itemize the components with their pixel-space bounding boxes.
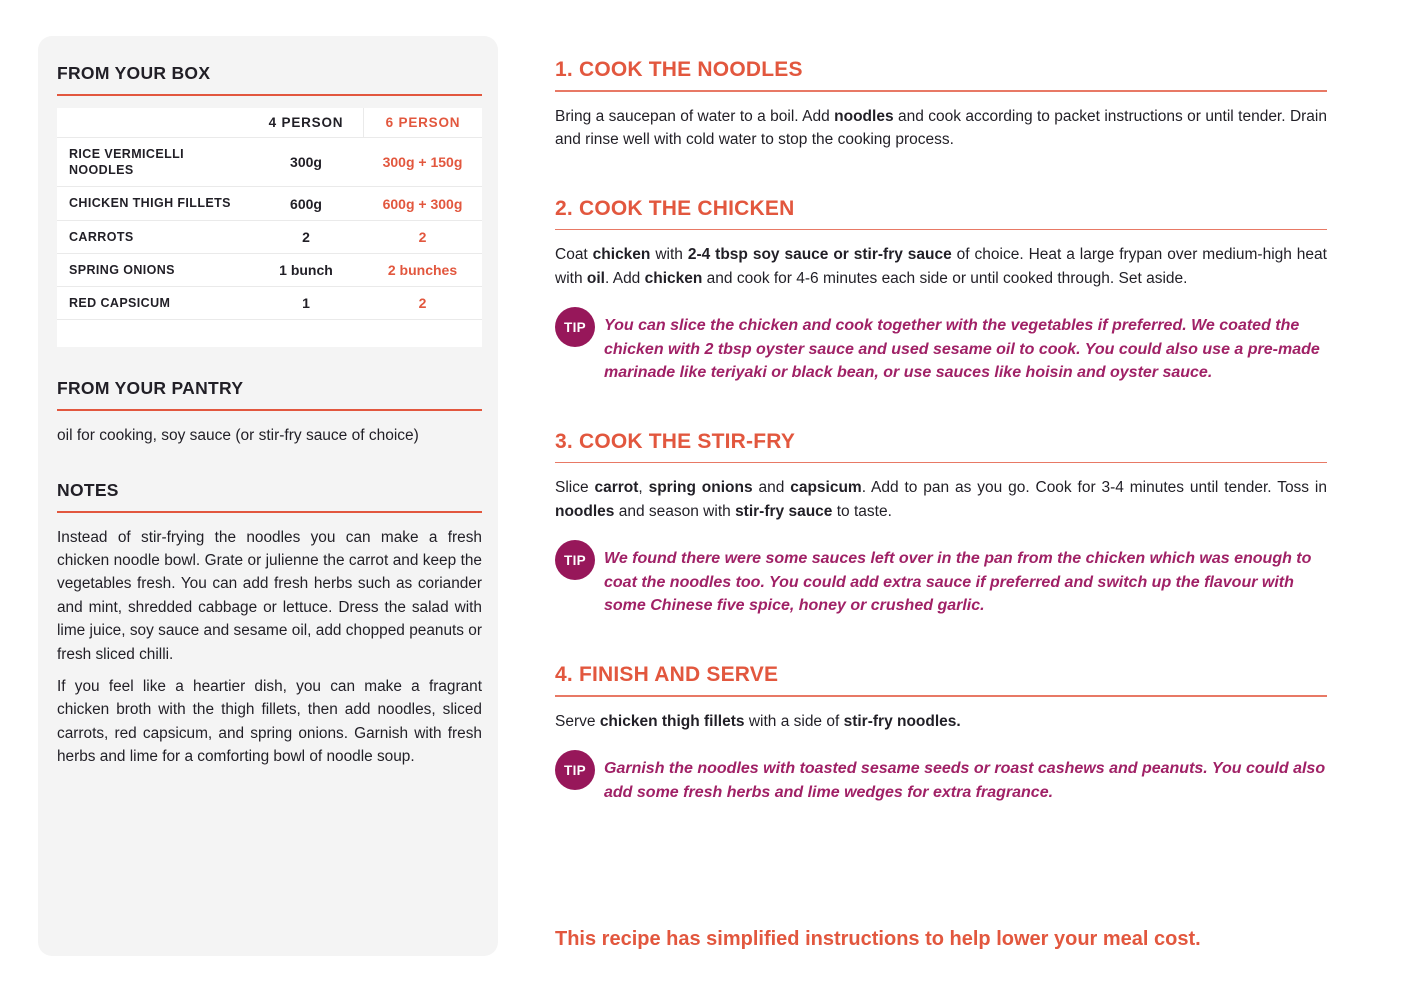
notes-title: NOTES [57,479,119,500]
table-header-row [57,108,482,137]
table-empty-row [57,319,482,347]
qty-6-person: 300g + 150g [382,154,463,171]
from-your-box-title: FROM YOUR BOX [57,63,211,83]
step-title: 2. COOK THE CHICKEN [555,196,795,220]
tip-badge: TIP [555,307,595,347]
ingredient-name: RED CAPSICUM [69,296,171,311]
tip-text: You can slice the chicken and cook together with the vegetables if preferred. We coated the chicken with 2 tbsp oyster sauce and used sesame oil to cook. You could also use a pre-made marinade like teriyaki or black bean, or use sauces like hoisin and oyster sauce. [604,317,1320,382]
step-title: 3. COOK THE STIR-FRY [555,429,796,453]
header-4-person: 4 PERSON [268,114,344,130]
qty-4-person: 1 [302,295,310,312]
step-rule [555,695,1327,697]
header-empty-cell [57,108,249,137]
step-body: Coat chicken with 2-4 tbsp soy sauce or stir-fry sauce of choice. Heat a large frypan over medium-high heat with oil. Add chicken and cook for 4-6 minutes each side or until cooked through. Set aside. [555,246,1327,287]
section-rule [57,511,482,513]
tip-badge: TIP [555,540,595,580]
step-title: 1. COOK THE NOODLES [555,58,803,81]
notes-paragraph: If you feel like a heartier dish, you can make a fragrant chicken broth with the thigh fillets, then add noodles, sliced carrots, red capsicum, and spring onions. Garnish with fresh herbs and lime for a comforting bowl of noodle soup. [57,678,482,766]
qty-6-person: 2 [418,295,427,312]
step-4-finish-and-serve [555,663,1327,804]
qty-6-person: 2 [418,228,427,245]
instructions-column [555,58,1327,849]
ingredient-name: CHICKEN THIGH FILLETS [69,196,231,211]
tip-badge: TIP [555,750,595,790]
table-row [57,186,482,219]
tip-callout [555,750,1327,804]
step-body: Bring a saucepan of water to a boil. Add noodles and cook according to packet instructions or until tender. Drain and rinse well with cold water to stop the cooking process. [555,107,1327,149]
table-row [57,253,482,286]
step-title: 4. FINISH AND SERVE [555,662,779,686]
qty-6-person: 2 bunches [387,262,458,278]
qty-4-person: 2 [302,228,310,245]
qty-4-person: 1 bunch [279,262,333,278]
step-3-cook-the-stir-fry [555,430,1327,618]
table-row [57,286,482,319]
ingredient-name: RICE VERMICELLI NOODLES [69,146,185,178]
ingredients-table [57,108,482,348]
step-1-cook-the-noodles [555,58,1327,152]
step-rule [555,462,1327,464]
simplified-recipe-note: This recipe has simplified instructions to help lower your meal cost. [555,928,1201,950]
tip-text: We found there were some sauces left over in the pan from the chicken which was enough to coat the noodles too. You could add extra sauce if preferred and switch up the flavour with some Chinese five spice, honey or crushed garlic. [604,550,1312,615]
tip-callout [555,307,1327,385]
section-rule [57,409,482,411]
step-2-cook-the-chicken [555,197,1327,385]
step-rule [555,90,1327,92]
table-row [57,137,482,187]
from-your-pantry-title: FROM YOUR PANTRY [57,378,244,399]
notes-paragraph: Instead of stir-frying the noodles you can make a fresh chicken noodle bowl. Grate or julienne the carrot and keep the vegetables fresh. You can add fresh herbs such as coriander and mint, shredded cabbage or lettuce. Dress the salad with lime juice, soy sauce and sesame oil, add chopped peanuts or fresh sliced chilli. [57,528,482,663]
qty-4-person: 600g [290,195,322,212]
step-body: Serve chicken thigh fillets with a side of stir-fry noodles. [555,712,961,730]
section-rule [57,94,482,96]
ingredient-name: SPRING ONIONS [69,262,175,277]
table-row [57,220,482,253]
qty-6-person: 600g + 300g [382,195,463,212]
step-body: Slice carrot, spring onions and capsicum. Add to pan as you go. Cook for 3-4 minutes until tender. Toss in noodles and season with stir-fry sauce to taste. [555,479,1327,520]
tip-callout [555,540,1327,618]
header-6-person: 6 PERSON [363,108,482,137]
ingredients-sidebar [38,36,498,956]
step-rule [555,229,1327,231]
tip-text: Garnish the noodles with toasted sesame seeds or roast cashews and peanuts. You could also add some fresh herbs and lime wedges for extra fragrance. [604,760,1326,801]
ingredient-name: CARROTS [69,229,134,244]
pantry-text: oil for cooking, soy sauce (or stir-fry sauce of choice) [57,427,419,445]
qty-4-person: 300g [290,154,322,171]
